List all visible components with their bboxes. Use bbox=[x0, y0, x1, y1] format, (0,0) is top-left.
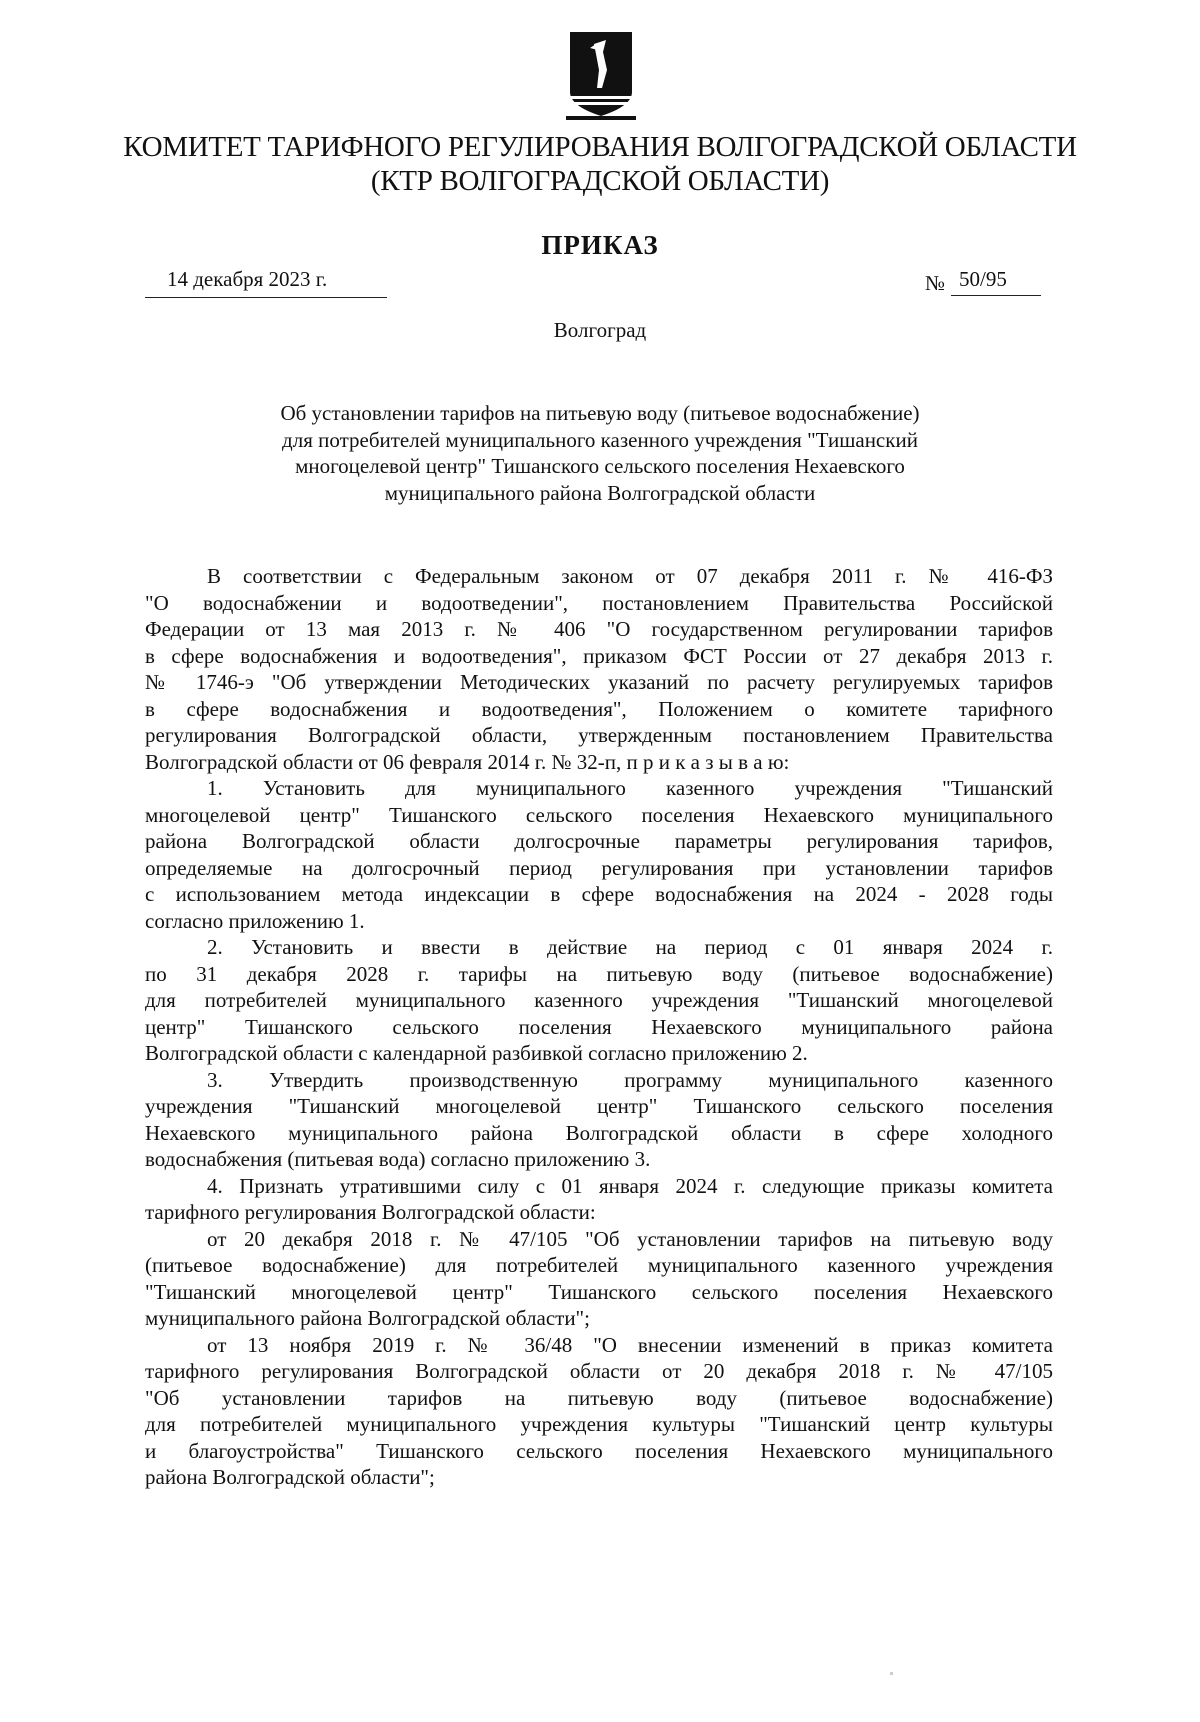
body-line: для потребителей муниципального учреждения культуры "Тишанский центр культуры bbox=[145, 1412, 1053, 1436]
body-line: многоцелевой центр" Тишанского сельского поселения Нехаевского муниципального bbox=[145, 802, 1053, 827]
body-line: Волгоградской области от 06 февраля 2014 г. № 32-п, п р и к а з ы в а ю: bbox=[145, 749, 790, 774]
body-line: для потребителей муниципального казенного учреждения "Тишанский многоцелевой bbox=[145, 988, 1053, 1012]
body-line: тарифного регулирования Волгоградской области: bbox=[145, 1200, 596, 1224]
city: Волгоград bbox=[553, 318, 647, 342]
body-line: учреждения "Тишанский многоцелевой центр" Тишанского сельского поселения bbox=[145, 1094, 1053, 1118]
body-line: в сфере водоснабжения и водоотведения", приказом ФСТ России от 27 декабря 2013 г. bbox=[145, 643, 1053, 668]
body-line: Волгоградской области с календарной разбивкой согласно приложению 2. bbox=[145, 1041, 808, 1065]
document-number bbox=[925, 267, 1041, 296]
body-line: и благоустройства" Тишанского сельского поселения Нехаевского муниципального bbox=[145, 1438, 1053, 1463]
body-line: по 31 декабря 2028 г. тарифы на питьевую воду (питьевое водоснабжение) bbox=[145, 961, 1053, 986]
body-line: в сфере водоснабжения и водоотведения", Положением о комитете тарифного bbox=[145, 696, 1053, 721]
body-line: муниципального района Волгоградской области"; bbox=[145, 1306, 590, 1330]
subject-line: Об установлении тарифов на питьевую воду (питьевое водоснабжение) bbox=[280, 401, 920, 425]
body-line: (питьевое водоснабжение) для потребителей муниципального казенного учреждения bbox=[145, 1253, 1053, 1277]
order-subject bbox=[210, 400, 990, 506]
body-line: района Волгоградской области"; bbox=[145, 1465, 435, 1489]
organization-abbreviation: (КТР ВОЛГОГРАДСКОЙ ОБЛАСТИ) bbox=[370, 165, 830, 197]
subject-line: муниципального района Волгоградской области bbox=[384, 480, 816, 505]
body-line: "Тишанский многоцелевой центр" Тишанского сельского поселения Нехаевского bbox=[145, 1279, 1053, 1304]
body-line: Нехаевского муниципального района Волгоградской области в сфере холодного bbox=[145, 1120, 1053, 1145]
body-line: от 20 декабря 2018 г. № 47/105 "Об установлении тарифов на питьевую воду bbox=[207, 1226, 1053, 1251]
body-line: центр" Тишанского сельского поселения Нехаевского муниципального района bbox=[145, 1014, 1053, 1039]
document-type: ПРИКАЗ bbox=[541, 230, 659, 260]
body-line: 1. Установить для муниципального казенного учреждения "Тишанский bbox=[207, 776, 1053, 800]
subject-line: для потребителей муниципального казенного учреждения "Тишанский bbox=[282, 427, 918, 452]
body-line: определяемые на долгосрочный период регулирования при установлении тарифов bbox=[145, 855, 1053, 880]
body-line: Федерации от 13 мая 2013 г. № 406 "О государственном регулировании тарифов bbox=[145, 617, 1053, 641]
body-line: 2. Установить и ввести в действие на период с 01 января 2024 г. bbox=[207, 935, 1053, 959]
organization-name: КОМИТЕТ ТАРИФНОГО РЕГУЛИРОВАНИЯ ВОЛГОГРАДСКОЙ ОБЛАСТИ bbox=[123, 131, 1077, 163]
scan-speck bbox=[890, 1672, 893, 1675]
number-value: 50/95 bbox=[951, 267, 1041, 296]
document-date: 14 декабря 2023 г. bbox=[145, 267, 387, 298]
body-line: района Волгоградской области долгосрочные параметры регулирования тарифов, bbox=[145, 829, 1053, 853]
body-line: "О водоснабжении и водоотведении", постановлением Правительства Российской bbox=[145, 590, 1053, 615]
body-line: с использованием метода индексации в сфере водоснабжения на 2024 - 2028 годы bbox=[145, 882, 1053, 906]
body-line: В соответствии с Федеральным законом от 07 декабря 2011 г. № 416-ФЗ bbox=[207, 564, 1053, 588]
number-sign: № bbox=[925, 271, 946, 295]
body-line: 4. Признать утратившими силу с 01 января 2024 г. следующие приказы комитета bbox=[207, 1173, 1053, 1198]
coat-of-arms-icon bbox=[566, 30, 636, 122]
body-line: тарифного регулирования Волгоградской области от 20 декабря 2018 г. № 47/105 bbox=[145, 1359, 1053, 1383]
body-line: от 13 ноября 2019 г. № 36/48 "О внесении изменений в приказ комитета bbox=[207, 1332, 1053, 1357]
body-line: водоснабжения (питьевая вода) согласно приложению 3. bbox=[145, 1147, 651, 1171]
subject-line: многоцелевой центр" Тишанского сельского поселения Нехаевского bbox=[295, 454, 905, 478]
body-line: регулирования Волгоградской области, утвержденным постановлением Правительства bbox=[145, 723, 1053, 747]
body-line: 3. Утвердить производственную программу муниципального казенного bbox=[207, 1067, 1053, 1092]
body-line: согласно приложению 1. bbox=[145, 908, 365, 933]
body-line: "Об установлении тарифов на питьевую воду (питьевое водоснабжение) bbox=[145, 1385, 1053, 1410]
body-line: № 1746-э "Об утверждении Методических указаний по расчету регулируемых тарифов bbox=[145, 670, 1053, 694]
order-body bbox=[145, 563, 1053, 1491]
